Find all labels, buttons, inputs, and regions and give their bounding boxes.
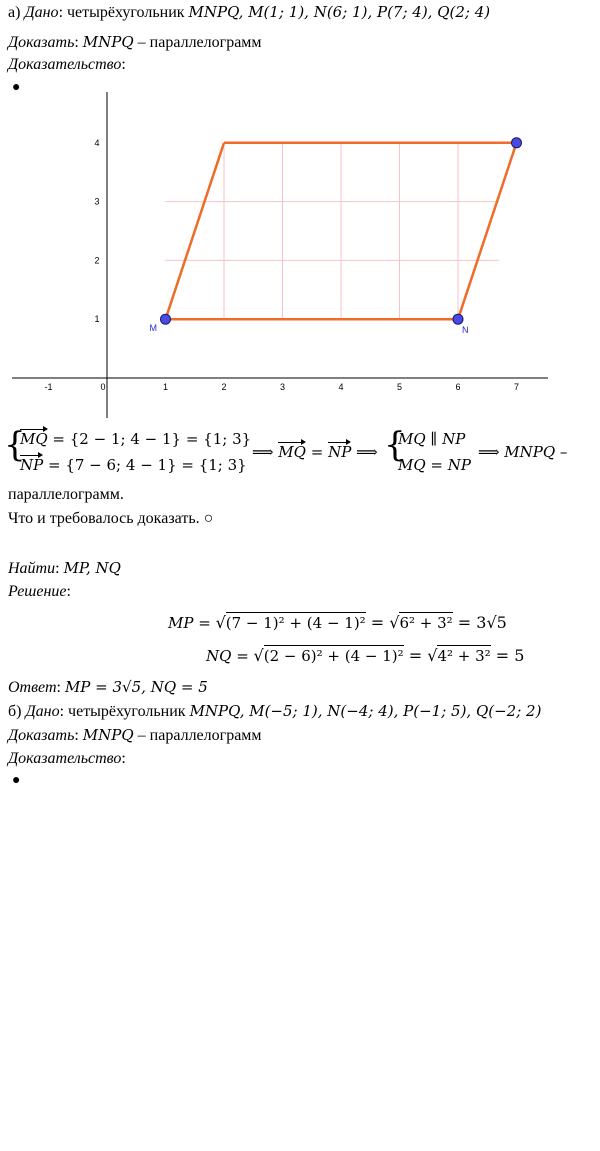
mp-result: = 3√5 xyxy=(452,613,507,632)
mp-root-1: (7 − 1)² + (4 − 1)² xyxy=(225,614,366,632)
prove-label: Доказать xyxy=(8,727,75,744)
colon: : xyxy=(121,56,126,73)
answer-label: Ответ xyxy=(8,679,57,696)
conclusion-line: параллелограмм. xyxy=(8,486,124,503)
qed-line: Что и требовалось доказать. ○ xyxy=(8,510,214,527)
prove-math: MNPQ xyxy=(82,726,134,744)
y-tick-label: 4 xyxy=(94,137,100,148)
given-math: MNPQ, M(−5; 1), N(−4; 4), P(−1; 5), Q(−2; 2) xyxy=(189,702,542,720)
x-tick-label: 5 xyxy=(396,382,403,392)
nq-result: = 5 xyxy=(490,646,525,665)
bullet-a: ● xyxy=(12,80,21,95)
bullet-b: ● xyxy=(12,773,21,788)
parallel-statement: MQ ∥ NP xyxy=(398,430,466,448)
x-tick-label: 6 xyxy=(455,382,461,392)
eq-sign: = xyxy=(305,443,329,461)
nq-root-2: 4² + 3² xyxy=(437,647,491,665)
nq-eq: = xyxy=(403,646,428,665)
equal-statement: MQ = NP xyxy=(398,456,471,474)
vec-mq-eq: MQ xyxy=(278,443,306,461)
answer-math: MP = 3√5, NQ = 5 xyxy=(64,678,208,696)
system-brace-2: { xyxy=(384,425,406,465)
prove-math: MNPQ xyxy=(82,33,134,51)
nq-formula: NQ = √(2 − 6)² + (4 − 1)² = √4² + 3² = 5 xyxy=(206,646,525,665)
mp-formula: MP = √(7 − 1)² + (4 − 1)² = √6² + 3² = 3√5 xyxy=(168,613,507,632)
given-math: MNPQ, M(1; 1), N(6; 1), P(7; 4), Q(2; 4) xyxy=(188,3,491,21)
mp-eq: = xyxy=(365,613,390,632)
given-label: Дано xyxy=(24,4,59,21)
colon: : xyxy=(121,750,126,767)
part-label-b: б) xyxy=(8,703,26,720)
point-label-M: M xyxy=(149,323,157,334)
system-brace-1: { xyxy=(4,425,26,465)
part-label-a: а) xyxy=(8,4,25,21)
prove-label: Доказать xyxy=(8,34,75,51)
colon: : xyxy=(74,34,79,51)
proof-label: Доказательство xyxy=(8,56,122,73)
nq-root-1: (2 − 6)² + (4 − 1)² xyxy=(263,647,404,665)
x-tick-label: 1 xyxy=(162,382,169,392)
colon: : xyxy=(55,560,60,577)
vec-np-eq: NP xyxy=(328,443,352,461)
given-label: Дано xyxy=(25,703,60,720)
proof-label: Доказательство xyxy=(8,750,122,767)
vec-np: NP xyxy=(20,456,44,474)
x-tick-label: 2 xyxy=(221,382,227,392)
vec-np-rhs: = {7 − 6; 4 − 1} = {1; 3} xyxy=(43,456,247,474)
implies-3: ⟹ MNPQ – xyxy=(478,443,568,461)
y-tick-label: 3 xyxy=(94,196,100,207)
implies-2: ⟹ xyxy=(356,443,378,461)
colon: : xyxy=(74,727,79,744)
solution-label: Решение xyxy=(8,583,67,600)
mp-root-2: 6² + 3² xyxy=(399,614,453,632)
given-text: : четырёхугольник xyxy=(59,703,190,720)
x-tick-label: 4 xyxy=(338,382,344,392)
prove-text: – параллелограмм xyxy=(133,727,262,744)
colon: : xyxy=(66,583,71,600)
x-tick-label: -1 xyxy=(44,382,53,392)
implies-1: ⟹ xyxy=(252,443,274,461)
x-tick-label: 3 xyxy=(279,382,286,392)
colon: : xyxy=(56,679,61,696)
x-tick-label: 0 xyxy=(100,382,106,392)
nq-lhs: NQ = xyxy=(206,647,254,665)
given-text: : четырёхугольник xyxy=(58,4,189,21)
vec-mq-rhs: = {2 − 1; 4 − 1} = {1; 3} xyxy=(47,430,252,448)
x-tick-label: 7 xyxy=(513,382,520,392)
find-math: MP, NQ xyxy=(63,559,121,577)
point-label-N: N xyxy=(462,325,469,336)
prove-text: – параллелограмм xyxy=(133,34,262,51)
y-tick-label: 1 xyxy=(94,314,100,325)
y-tick-label: 2 xyxy=(94,255,100,266)
mp-lhs: MP = xyxy=(168,614,216,632)
find-label: Найти xyxy=(8,560,56,577)
vec-mq: MQ xyxy=(20,430,48,448)
